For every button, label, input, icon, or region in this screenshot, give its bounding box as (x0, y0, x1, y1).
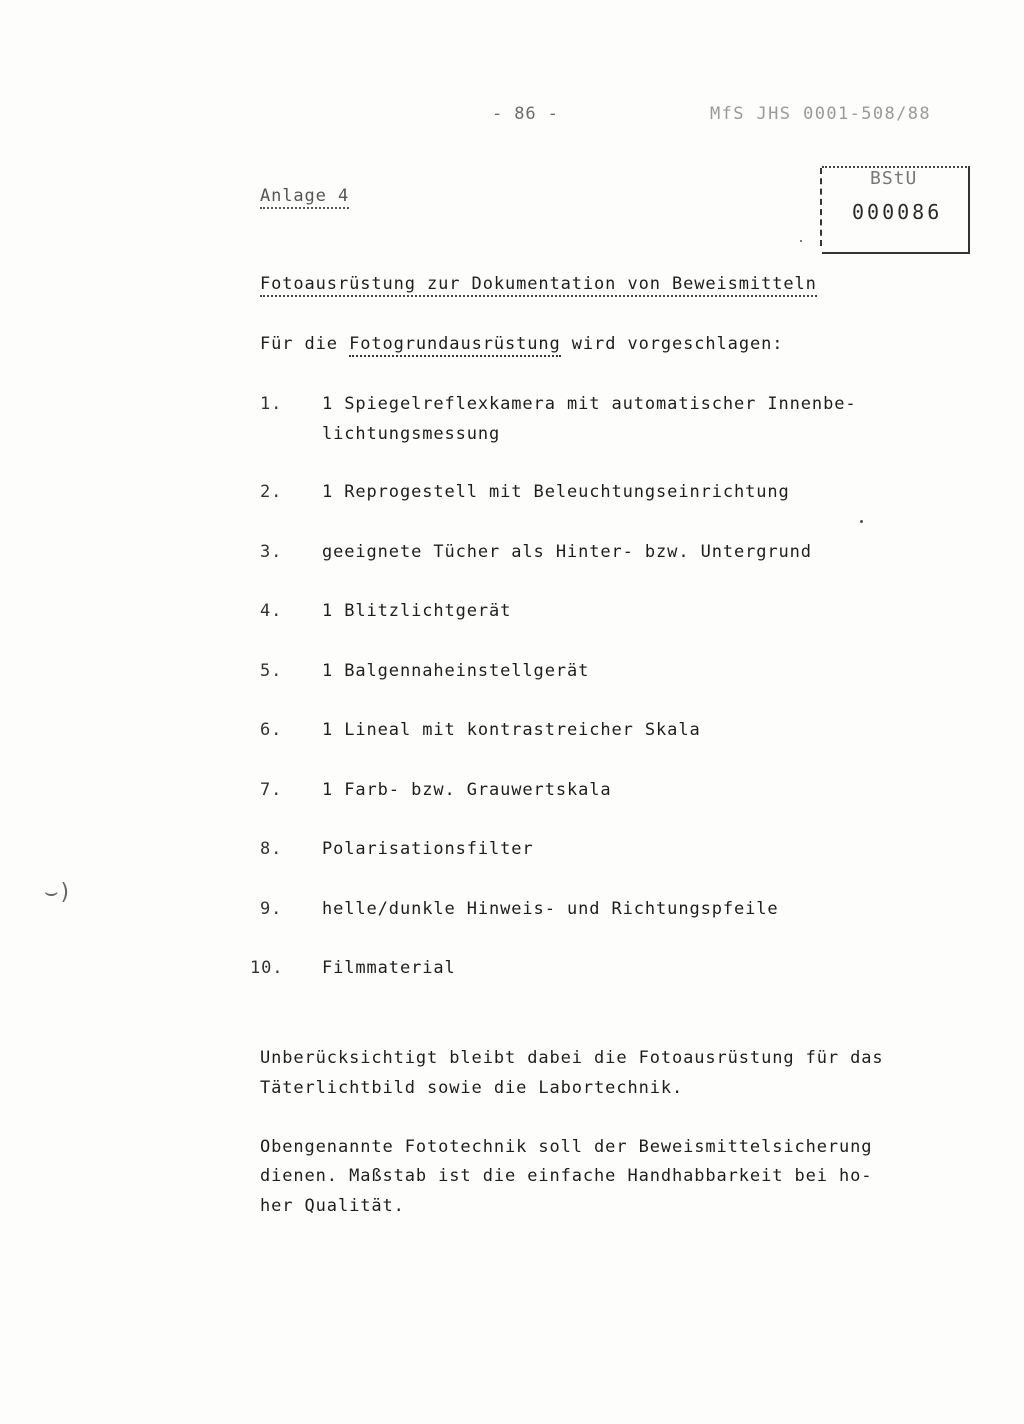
file-reference: MfS JHS 0001-508/88 (710, 104, 932, 124)
paragraph-line: Unberücksichtigt bleibt dabei die Fotoausrüstung für das (260, 1048, 884, 1068)
list-item-number: 5. (260, 661, 283, 681)
paragraph-line: her Qualität. (260, 1196, 405, 1216)
list-item-number: 2. (260, 482, 283, 502)
list-item-number: 4. (260, 601, 283, 621)
intro-after: wird vorgeschlagen: (560, 334, 784, 354)
list-item-text: 1 Spiegelreflexkamera mit automatischer Innenbe- (322, 394, 857, 414)
list-item-text: Polarisationsfilter (322, 839, 534, 859)
list-item-number: 10. (250, 958, 284, 978)
list-item-text: geeignete Tücher als Hinter- bzw. Untergrund (322, 542, 812, 562)
margin-punch-mark: ⌣) (44, 880, 72, 905)
list-item-text: 1 Blitzlichtgerät (322, 601, 512, 621)
list-item-text-continued: lichtungsmessung (322, 424, 501, 444)
list-item-text: 1 Reprogestell mit Beleuchtungseinrichtung (322, 482, 790, 502)
ink-speck (800, 240, 802, 242)
stamp-number: 000086 (852, 200, 943, 224)
list-item-number: 3. (260, 542, 283, 562)
annex-label: Anlage 4 (260, 186, 349, 209)
list-item-text: helle/dunkle Hinweis- und Richtungspfeile (322, 899, 779, 919)
list-item-text: 1 Farb- bzw. Grauwertskala (322, 780, 612, 800)
stamp-label: BStU (870, 168, 918, 189)
intro-underlined-term: Fotogrundausrüstung (349, 334, 561, 357)
intro-sentence (260, 334, 783, 354)
list-item-text: Filmmaterial (322, 958, 456, 978)
section-heading: Fotoausrüstung zur Dokumentation von Beweismitteln (260, 274, 817, 297)
intro-before: Für die (260, 334, 350, 354)
paragraph-line: Obengenannte Fototechnik soll der Beweismittelsicherung (260, 1137, 873, 1157)
list-item-number: 7. (260, 780, 283, 800)
list-item-text: 1 Balgennaheinstellgerät (322, 661, 590, 681)
list-item-number: 8. (260, 839, 283, 859)
list-item-number: 9. (260, 899, 283, 919)
list-item-text: 1 Lineal mit kontrastreicher Skala (322, 720, 701, 740)
list-item-number: 1. (260, 394, 283, 414)
paragraph-line: Täterlichtbild sowie die Labortechnik. (260, 1078, 684, 1098)
page-number: - 86 - (492, 104, 559, 124)
ink-speck (860, 520, 863, 523)
paragraph-line: dienen. Maßstab ist die einfache Handhabbarkeit bei ho- (260, 1166, 873, 1186)
list-item-number: 6. (260, 720, 283, 740)
